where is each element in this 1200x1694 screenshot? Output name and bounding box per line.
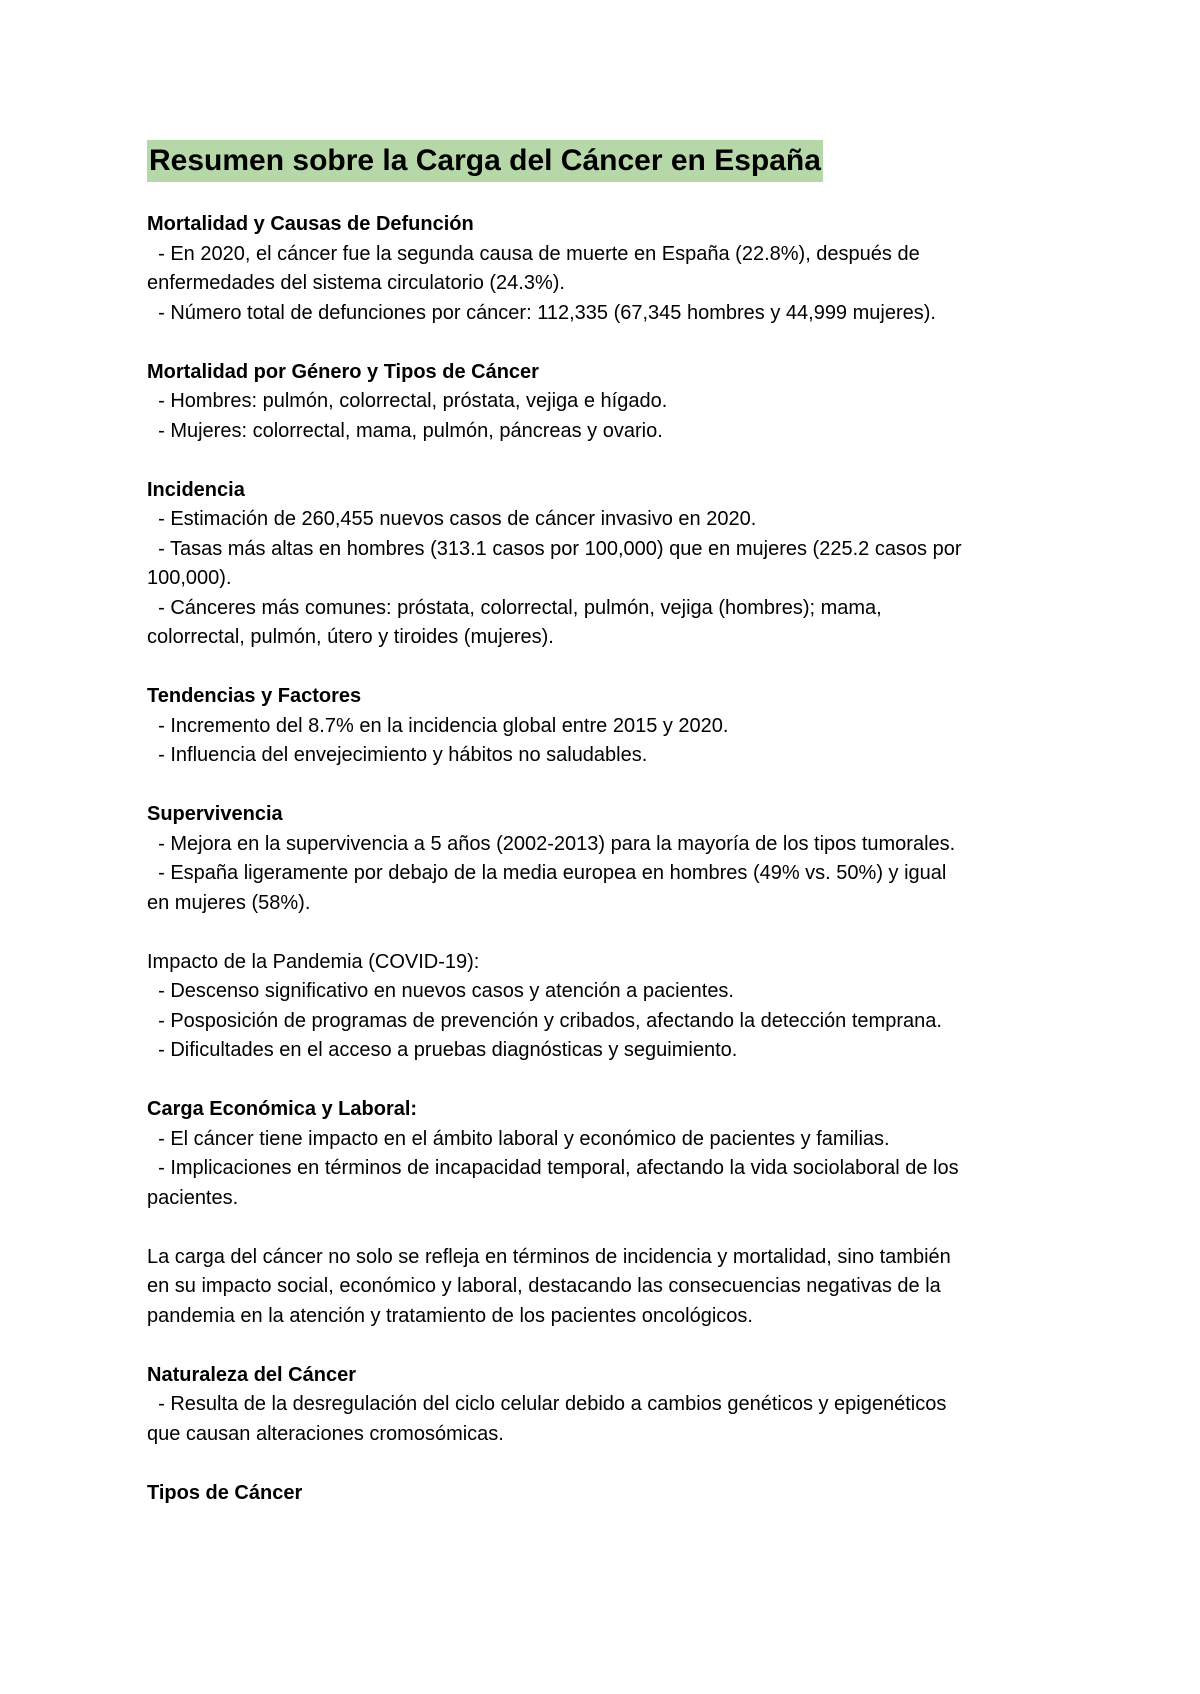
section-heading: Mortalidad por Género y Tipos de Cáncer [147,360,539,383]
blank-line [147,1449,1067,1479]
text-line: en su impacto social, económico y laboral, destacando las consecuencias negativas de la [147,1275,941,1297]
section-heading: Mortalidad y Causas de Defunción [147,213,474,235]
section-heading: Tendencias y Factores [147,685,362,707]
text-line: - Incremento del 8.7% en la incidencia global entre 2015 y 2020. [147,714,729,737]
page-title: Resumen sobre la Carga del Cáncer en España [147,140,823,182]
text-line: - Cánceres más comunes: próstata, colorrectal, pulmón, vejiga (hombres); mama, [147,596,882,619]
text-line: colorrectal, pulmón, útero y tiroides (mujeres). [147,626,554,648]
text-line: - Descenso significativo en nuevos casos y atención a pacientes. [147,980,734,1002]
text-line: pandemia en la atención y tratamiento de los pacientes oncológicos. [147,1304,753,1327]
text-line: Impacto de la Pandemia (COVID-19): [147,950,480,973]
text-line: - Mujeres: colorrectal, mama, pulmón, páncreas y ovario. [147,419,663,442]
text-line: - El cáncer tiene impacto en el ámbito laboral y económico de pacientes y familias. [147,1127,890,1150]
section-heading: Tipos de Cáncer [147,1481,303,1504]
blank-line [147,1066,1067,1096]
text-line: pacientes. [147,1186,239,1209]
text-line: - Influencia del envejecimiento y hábitos no saludables. [147,744,648,766]
text-line: La carga del cáncer no solo se refleja en términos de incidencia y mortalidad, sino también [147,1245,951,1268]
blank-line [147,328,1067,358]
text-line: - Tasas más altas en hombres (313.1 casos por 100,000) que en mujeres (225.2 casos por [147,537,962,560]
text-line: - En 2020, el cáncer fue la segunda causa de muerte en España (22.8%), después de [147,242,920,265]
text-line: - Estimación de 260,455 nuevos casos de cáncer invasivo en 2020. [147,508,757,530]
blank-line [147,771,1067,801]
blank-line [147,446,1067,476]
section-heading: Supervivencia [147,803,283,825]
text-line: - Posposición de programas de prevención y cribados, afectando la detección temprana. [147,1009,942,1032]
text-line: - Número total de defunciones por cáncer: 112,335 (67,345 hombres y 44,999 mujeres). [147,301,936,324]
text-line: enfermedades del sistema circulatorio (24.3%). [147,272,565,294]
text-line: en mujeres (58%). [147,891,311,914]
text-line: - Resulta de la desregulación del ciclo celular debido a cambios genéticos y epigenéticos [147,1393,947,1415]
section-heading: Incidencia [147,478,245,501]
blank-line [147,918,1067,948]
section-heading: Naturaleza del Cáncer [147,1363,356,1386]
text-line: que causan alteraciones cromosómicas. [147,1422,504,1445]
text-line: - Dificultades en el acceso a pruebas diagnósticas y seguimiento. [147,1039,738,1061]
document-body [147,210,1067,1508]
text-line: - Hombres: pulmón, colorrectal, próstata, vejiga e hígado. [147,390,668,412]
text-line: - Implicaciones en términos de incapacidad temporal, afectando la vida sociolaboral de los [147,1157,959,1179]
blank-line [147,1331,1067,1361]
section-heading: Carga Económica y Laboral: [147,1098,418,1120]
text-line: - España ligeramente por debajo de la media europea en hombres (49% vs. 50%) y igual [147,862,947,884]
document-page [147,140,1067,1508]
blank-line [147,1213,1067,1243]
text-line: 100,000). [147,567,232,589]
text-line: - Mejora en la supervivencia a 5 años (2002-2013) para la mayoría de los tipos tumorales. [147,832,956,855]
blank-line [147,653,1067,683]
